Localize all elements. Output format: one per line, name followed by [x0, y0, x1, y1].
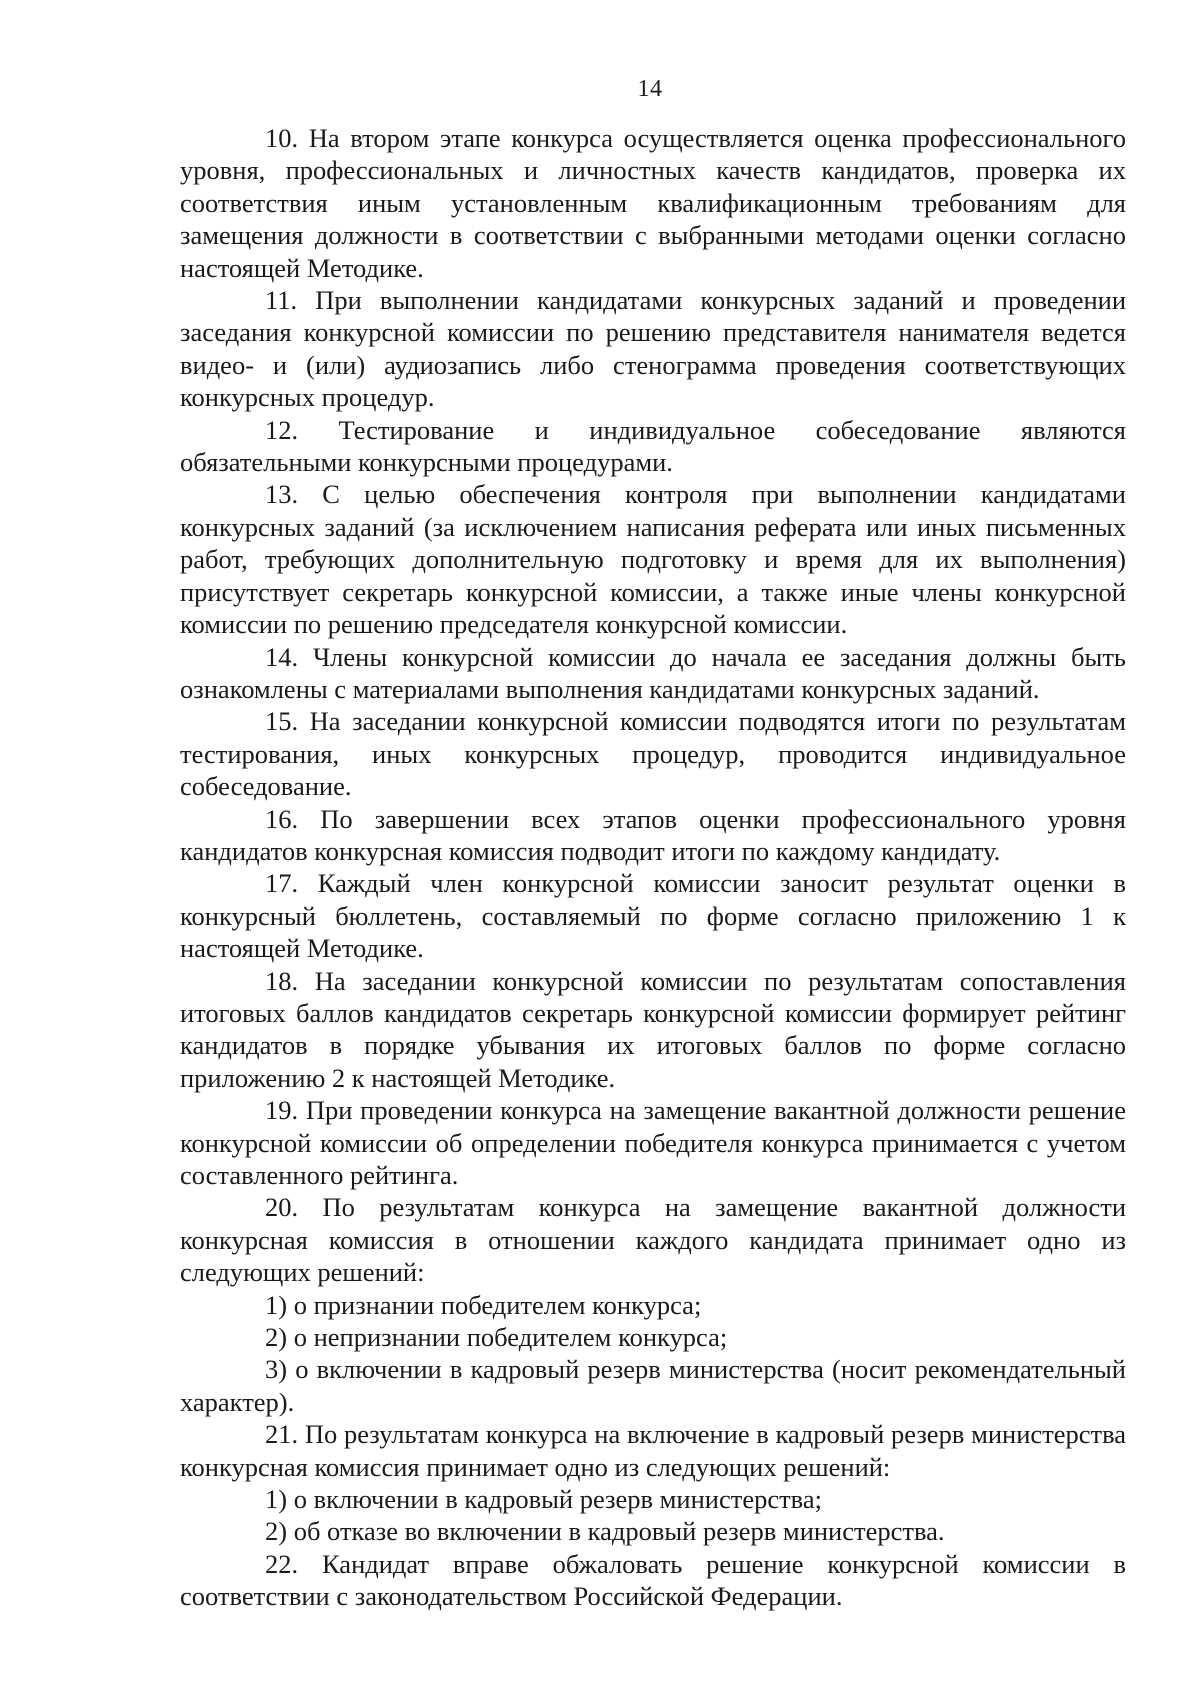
paragraph-19: 19. При проведении конкурса на замещение вакантной должности решение конкурсной комиссии об определении победителя конкурса принимается с учетом составленного рейтинга.	[180, 1095, 1126, 1190]
paragraph-20: 20. По результатам конкурса на замещение вакантной должности конкурсная комиссия в отношении каждого кандидата принимает одно из следующих решений:	[180, 1192, 1126, 1288]
page-number: 14	[637, 76, 663, 102]
list-item-21-1: 1) о включении в кадровый резерв министерства;	[265, 1484, 822, 1515]
document-body	[180, 122, 1126, 1613]
list-item-20-2: 2) о непризнании победителем конкурса;	[265, 1322, 728, 1353]
paragraph-10: 10. На втором этапе конкурса осуществляется оценка профессионального уровня, профессиональных и личностных качеств кандидатов, проверка их соответствия иным установленным квалификационным требованиям для замещения должности в соответствии с выбранными методами оценки согласно настоящей Методике.	[180, 123, 1126, 283]
list-item-20-1: 1) о признании победителем конкурса;	[265, 1289, 702, 1320]
paragraph-21: 21. По результатам конкурса на включение в кадровый резерв министерства конкурсная комиссия принимает одно из следующих решений:	[180, 1419, 1126, 1482]
paragraph-22: 22. Кандидат вправе обжаловать решение конкурсной комиссии в соответствии с законодательством Российской Федерации.	[180, 1548, 1126, 1612]
paragraph-15: 15. На заседании конкурсной комиссии подводятся итоги по результатам тестирования, иных конкурсных процедур, проводится индивидуальное собеседование.	[180, 706, 1126, 802]
paragraph-18: 18. На заседании конкурсной комиссии по результатам сопоставления итоговых баллов кандидатов секретарь конкурсной комиссии формирует рейтинг кандидатов в порядке убывания их итоговых баллов по форме согласно приложению 2 к настоящей Методике.	[180, 965, 1126, 1093]
paragraph-17: 17. Каждый член конкурсной комиссии заносит результат оценки в конкурсный бюллетень, составляемый по форме согласно приложению 1 к настоящей Методике.	[180, 868, 1126, 964]
paragraph-11: 11. При выполнении кандидатами конкурсных заданий и проведении заседания конкурсной комиссии по решению представителя нанимателя ведется видео- и (или) аудиозапись либо стенограмма проведения соответствующих конкурсных процедур.	[180, 285, 1126, 413]
list-item-20-3: 3) о включении в кадровый резерв министерства (носит рекомендательный характер).	[180, 1354, 1126, 1417]
paragraph-14: 14. Члены конкурсной комиссии до начала ее заседания должны быть ознакомлены с материалами выполнения кандидатами конкурсных заданий.	[180, 641, 1126, 704]
list-item-21-2: 2) об отказе во включении в кадровый резерв министерства.	[265, 1516, 945, 1547]
paragraph-12: 12. Тестирование и индивидуальное собеседование являются обязательными конкурсными процедурами.	[180, 414, 1126, 478]
paragraph-16: 16. По завершении всех этапов оценки профессионального уровня кандидатов конкурсная комиссия подводит итоги по каждому кандидату.	[180, 803, 1126, 866]
paragraph-13: 13. С целью обеспечения контроля при выполнении кандидатами конкурсных заданий (за исключением написания реферата или иных письменных работ, требующих дополнительную подготовку и время для их выполнения) присутствует секретарь конкурсной комиссии, а также иные члены конкурсной комиссии по решению председателя конкурсной комиссии.	[180, 479, 1126, 640]
